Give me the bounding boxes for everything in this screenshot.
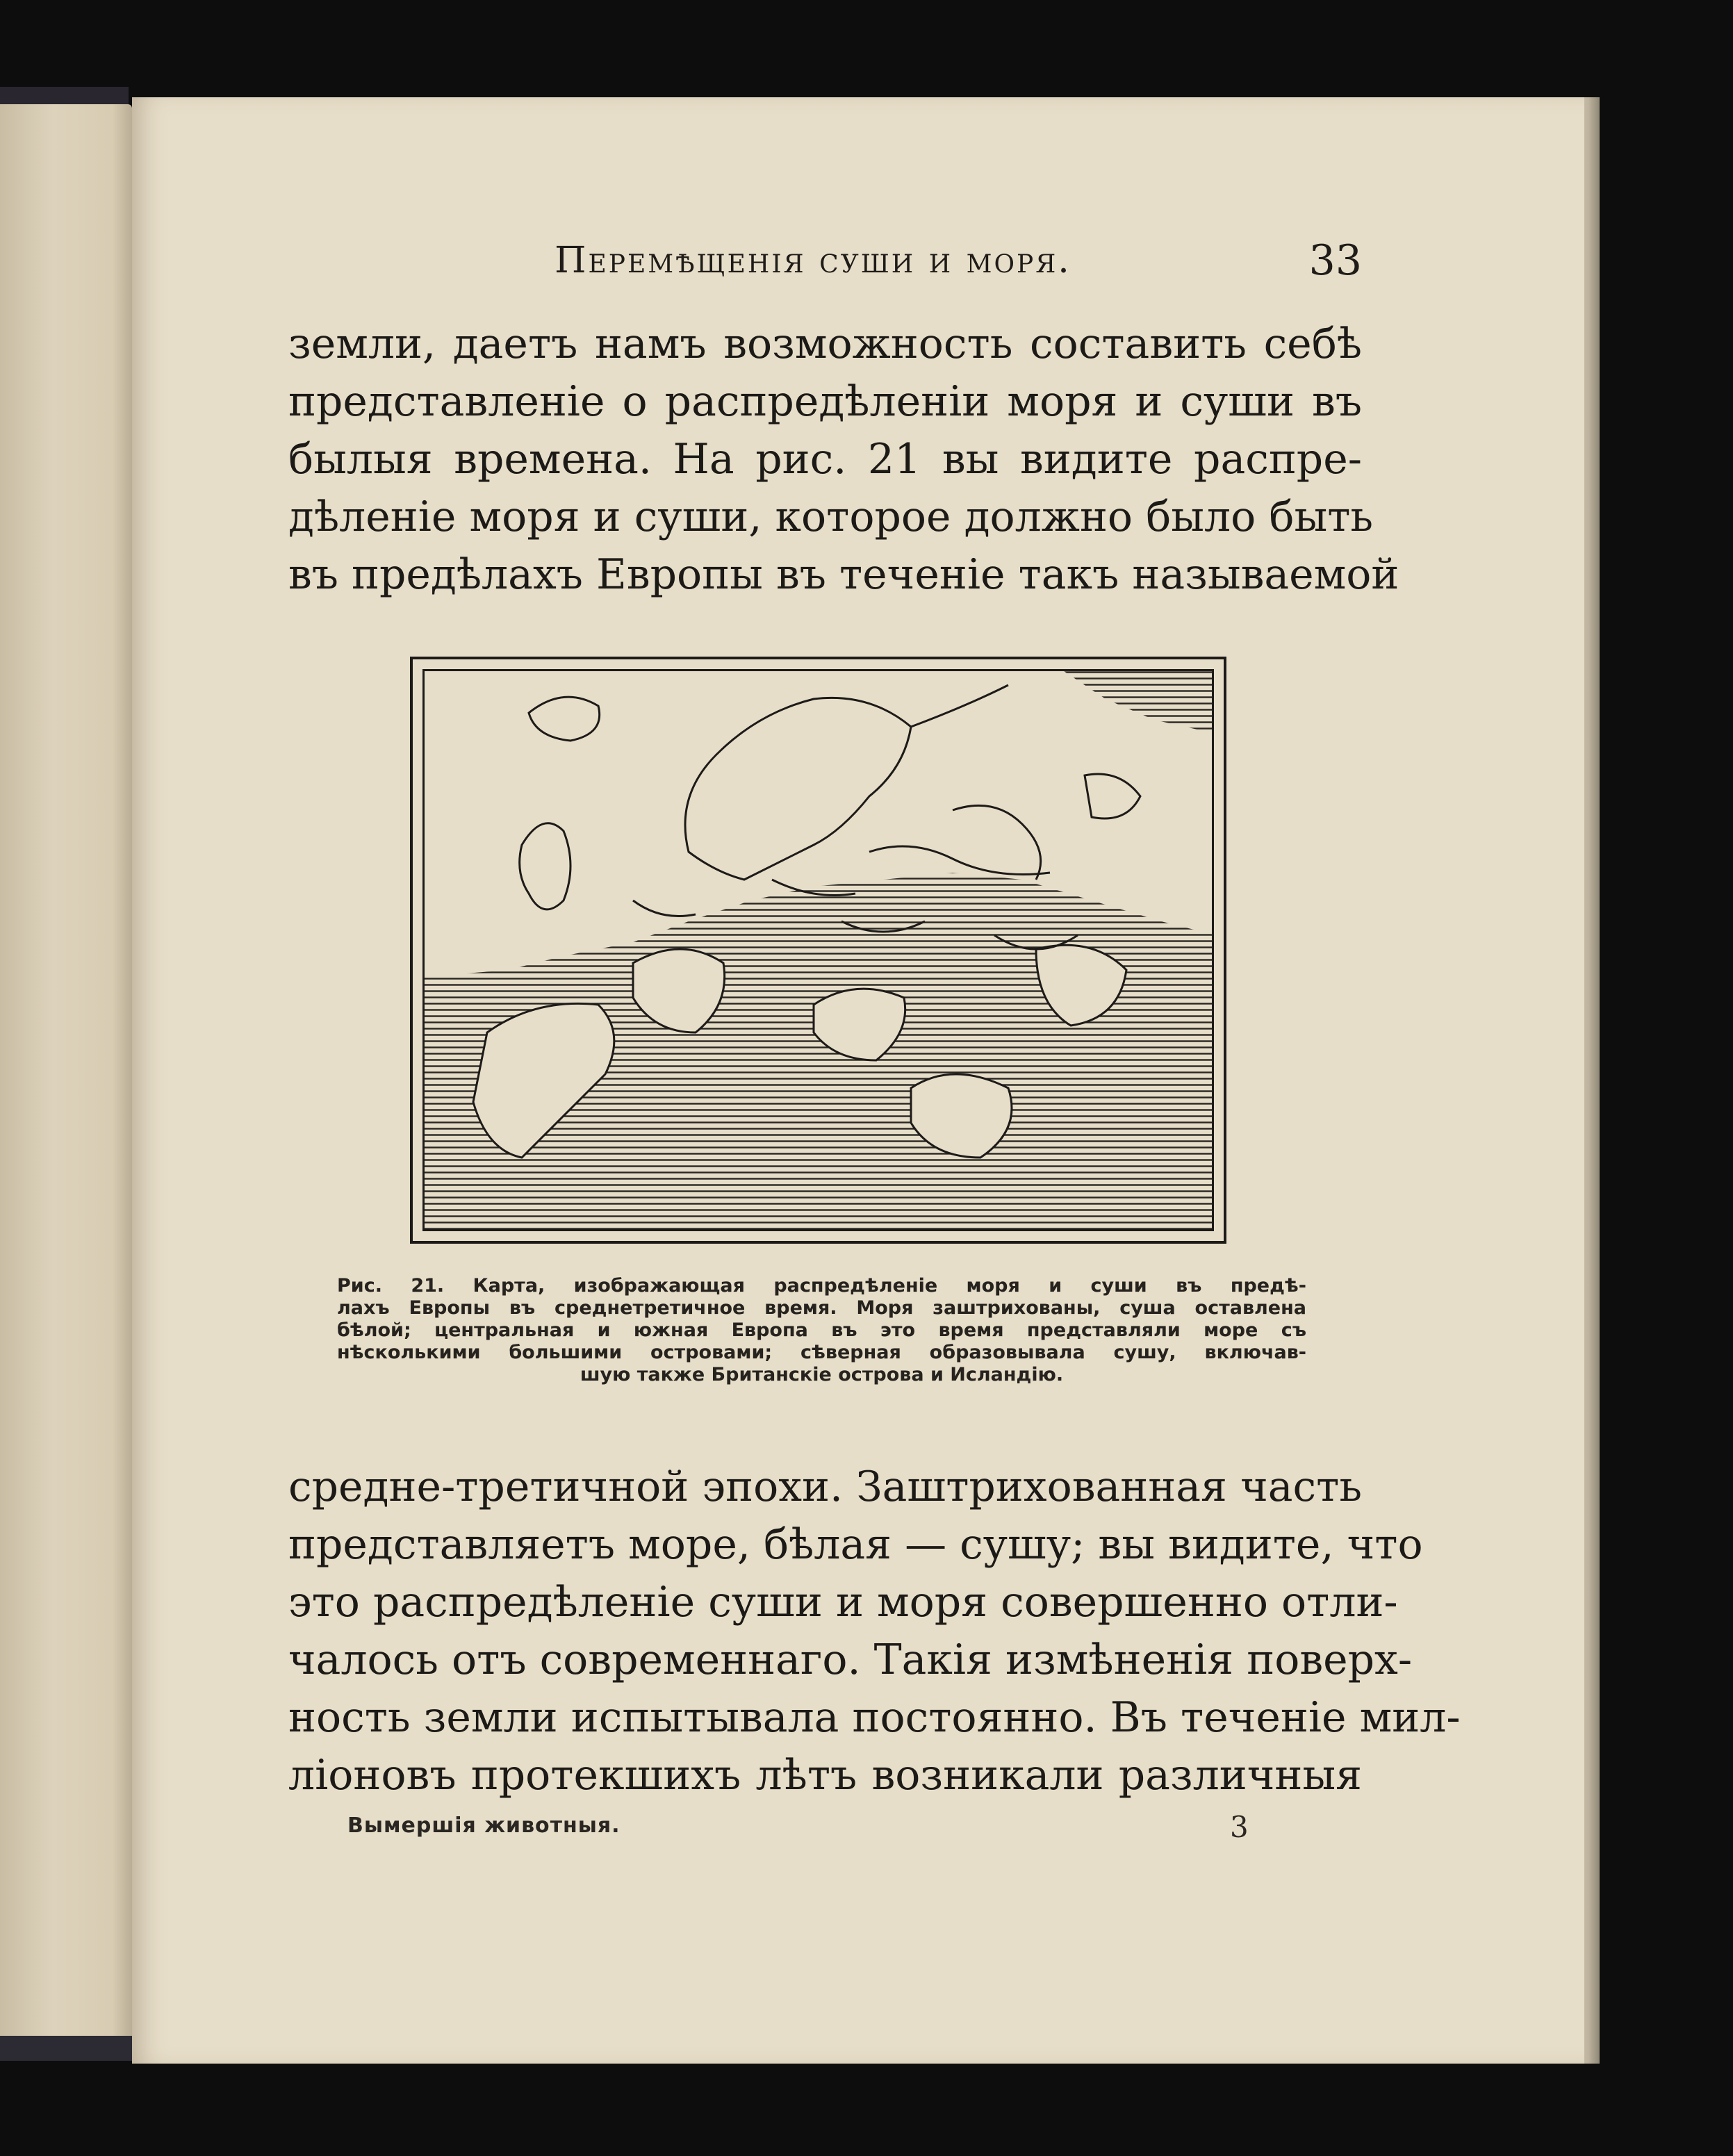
text-line: это распредѣленіе суши и моря совершенно отли-	[288, 1578, 1398, 1627]
left-cover-bottom-edge	[0, 2036, 135, 2061]
text-line: дѣленіе моря и суши, которое должно было быть	[288, 493, 1374, 541]
text-line: ность земли испытывала постоянно. Въ теченіе мил-	[288, 1693, 1461, 1742]
text-line: былыя времена. На рис. 21 вы видите распре-	[288, 435, 1362, 484]
text-line: представляетъ море, бѣлая — сушу; вы видите, что	[288, 1520, 1423, 1569]
figure-map-frame	[410, 657, 1226, 1244]
footer-sheet-number: 3	[1230, 1810, 1249, 1844]
running-head: Перемѣщенія суши и моря.	[555, 240, 1071, 281]
figure-caption-line: Рис. 21. Карта, изображающая распредѣленіе моря и суши въ предѣ-	[337, 1275, 1306, 1297]
text-line: средне-третичной эпохи. Заштрихованная часть	[288, 1463, 1362, 1511]
text-line: представленіе о распредѣленіи моря и суши въ	[288, 377, 1362, 426]
text-line: въ предѣлахъ Европы въ теченіе такъ называемой	[288, 550, 1399, 599]
text-line: чалось отъ современнаго. Такія измѣненія поверх-	[288, 1636, 1413, 1684]
map-illustration	[425, 671, 1214, 1231]
map-europe-miocene	[422, 669, 1214, 1231]
figure-caption-line: бѣлой; центральная и южная Европа въ это время представляли море съ	[337, 1319, 1306, 1341]
text-line: ліоновъ протекшихъ лѣтъ возникали различныя	[288, 1751, 1362, 1800]
footer-signature: Вымершія животныя.	[347, 1813, 621, 1838]
figure-caption-line: шую также Британскіе острова и Исландію.	[580, 1364, 1064, 1385]
previous-page-edge	[0, 104, 132, 2043]
page-number: 33	[1308, 236, 1362, 285]
figure-caption-line: лахъ Европы въ среднетретичное время. Моря заштрихованы, суша оставлена	[337, 1297, 1306, 1319]
text-line: земли, даетъ намъ возможность составить себѣ	[288, 320, 1362, 368]
figure-caption-line: нѣсколькими большими островами; сѣверная образовывала сушу, включав-	[337, 1342, 1306, 1363]
